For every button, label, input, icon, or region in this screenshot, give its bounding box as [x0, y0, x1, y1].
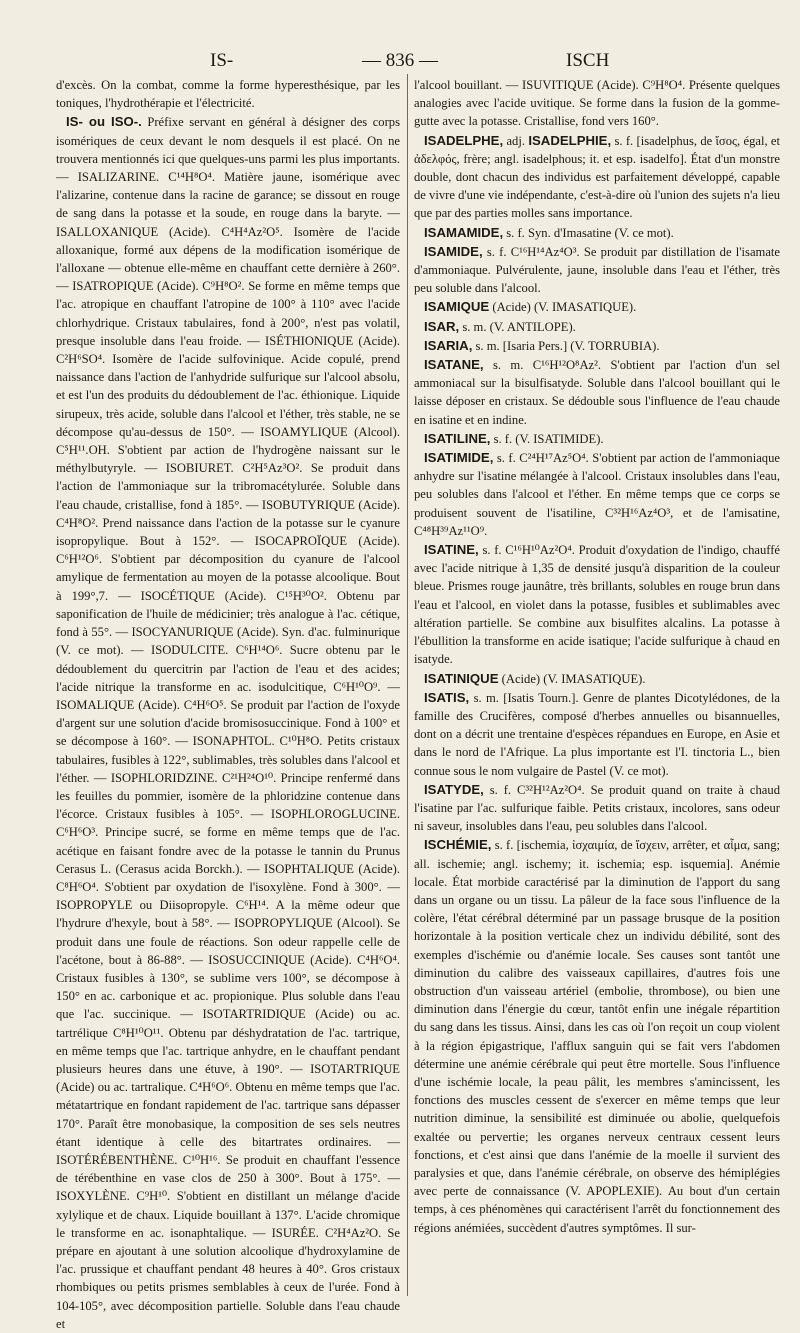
headword: ISCHÉMIE,	[424, 837, 492, 853]
entry-isatiline	[414, 430, 780, 448]
entry-text: s. f. C¹⁶H¹⁴Az⁴O³. Se produit par distillation de l'isamate d'ammoniaque. Pulvérulente, jaune, insoluble dans l'eau et l'éther, très peu soluble dans l'alcool.	[414, 244, 781, 296]
headword: IS- ou ISO-.	[66, 114, 142, 130]
entry-isatyde	[414, 781, 780, 836]
headword: ISATIMIDE,	[424, 450, 494, 466]
running-head-left: IS-	[210, 50, 234, 71]
headword: ISATANE,	[424, 357, 484, 373]
entry-text: s. f. [isadelphus, de ἴσος, égal, et ἀδελφός, frère; angl. isadelphous; it. et esp. isadelfo]. État d'un monstre double, dont chacun des individus est parfaitement développé, capable de vivre d'une vie indépendante, c'est-à-dire où l'union des sujets n'a lieu que par des parties molles sans importance.	[414, 133, 781, 221]
headword: ISATILINE,	[424, 430, 491, 446]
headword: ISADELPHIE,	[528, 132, 612, 148]
entry-text: (Acide) (V. IMASATIQUE).	[501, 671, 646, 686]
entry-text: s. f. Syn. d'Imasatine (V. ce mot).	[506, 225, 674, 240]
entry-text: s. m. (V. ANTILOPE).	[462, 319, 576, 334]
entry-isatimide	[414, 449, 780, 540]
headword: ISAR,	[424, 318, 460, 334]
entry-text: s. m. [Isaria Pers.] (V. TORRUBIA).	[475, 338, 660, 353]
entry-continuation	[414, 76, 780, 131]
entry-continuation	[56, 76, 400, 112]
headword: ISADELPHE,	[424, 132, 504, 148]
entry-text: s. f. [ischemia, ἰσχαιμία, de ἴσχειν, arrêter, et αἷμα, sang; all. ischemie; angl. ischemy; it. ischemia; esp. isquemia]. Anémie locale. État morbide caractérisé par la diminution de l'apport du sang dans un organe ou un tissu. La pâleur de la face sous l'influence de la colère, l'état cérébral déterminé par un passage brusque de la position horizontale à la position verticale chez un individu débilité, sont des exemples d'ischémie ou d'anémie locale. Ses causes sont tantôt une diminution du calibre des vaisseaux capillaires, d'autres fois une obstruction d'un vaisseau artériel (embolie, thrombose), ou bien une diminution dans l'énergie du cœur, tantôt enfin une inégale répartition du sang dans les tissus. Ainsi, dans les cas où l'on reçoit un coup violent à la région épigastrique, l'afflux sanguin qui se fait vers l'abdomen détermine une anémie cérébrale qui peut être mortelle. Sous l'influence d'une ischémie locale, la peau pâlit, les membres s'amincissent, les fonctions des muscles cessent de s'exercer en même temps que leur nutrition diminue, la sensibilité est diminuée ou abolie, quelquefois exaltée ou pervertie; les organes nerveux centraux cessent leurs fonctions, et c'est ainsi que dans l'anémie de la moelle il survient des paralysies et que, dans l'anémie cérébrale, on observe des hémiplégies avec perte de connaissance (V. APOPLEXIE). Au bout d'un certain temps, à ces phénomènes qui caractérisent l'arrêt du fonctionnement des régions anémiées, succèdent d'autres symptômes. Il sur-	[414, 838, 780, 1235]
headword: ISAMAMIDE,	[424, 224, 504, 240]
entry-isar	[414, 318, 780, 336]
entry-text: s. m. [Isatis Tourn.]. Genre de plantes Dicotylédones, de la famille des Crucifères, composé d'herbes annuelles ou bisannuelles, dont on a décrit une trentaine d'espèces répandues en Europe, en Asie et dans le nord de l'Afrique. La plus importante est l'I. tinctoria L., bien connue sous le nom vulgaire de Pastel (V. ce mot).	[414, 690, 780, 778]
entry-isatinique	[414, 670, 780, 688]
left-column	[56, 76, 400, 1331]
headword: ISARIA,	[424, 337, 473, 353]
entry-text: s. f. C³²H¹²Az²O⁴. Se produit quand on traite à chaud l'isatine par l'ac. sulfurique faible. Petits cristaux, incolores, sans odeur ni saveur, insolubles dans l'eau, peu solubles dans l'alcool.	[414, 782, 780, 834]
page-number: — 836 —	[362, 50, 438, 71]
right-column	[414, 76, 780, 1296]
entry-text: s. m. C¹⁶H¹²O⁸Az². S'obtient par l'action d'un sel ammoniacal sur la bisulfisatyde. Soluble dans l'alcool bouillant qui le laisse déposer en cristaux. Se dédouble sous l'influence de l'eau chaude en isatine et en indine.	[414, 358, 780, 427]
entry-text: l'alcool bouillant. — ISUVITIQUE (Acide). C⁹H⁸O⁴. Présente quelques analogies avec l'acide uvitique. Se forme dans la fusion de la gomme-gutte avec la potasse. Cristallise, fond vers 160°.	[414, 78, 780, 129]
headword: ISAMIQUE	[424, 299, 490, 315]
entry-isatine	[414, 541, 780, 668]
running-head-right: ISCH	[566, 50, 610, 71]
headword: ISATIS,	[424, 689, 470, 705]
entry-isatane	[414, 356, 780, 429]
entry-pos: adj.	[506, 133, 526, 148]
entry-text: s. f. C¹⁶H¹⁰Az²O⁴. Produit d'oxydation de l'indigo, chauffé avec l'acide nitrique à 1,35 de densité jusqu'à disparition de la couleur bleue. Prismes rouge jaunâtre, très brillants, solubles en rouge brun dans l'eau et l'alcool, en violet dans la potasse, fusibles et sublimables avec altération partielle. Se combine aux bisulfites alcalins. La potasse à l'ébullition la transforme en acide isatique; l'acide sulfurique à chaud en isatyde.	[414, 543, 781, 667]
headword: ISATINIQUE	[424, 670, 499, 686]
column-divider	[407, 74, 408, 1296]
entry-text: s. f. C²⁴H¹⁷Az⁵O⁴. S'obtient par action de l'ammoniaque anhydre sur l'isatine mélangée à l'alcool. Cristaux insolubles dans l'eau, peu solubles dans l'alcool et l'éther. En même temps que ce corps se produisent souvent de l'isatiline, C³²H¹⁶Az⁴O³, et de l'amisatine, C⁴⁸H³⁹Az¹¹O⁹.	[414, 451, 780, 538]
entry-text: (Acide) (V. IMASATIQUE).	[492, 300, 637, 315]
entry-isamide	[414, 243, 780, 298]
entry-ischemie	[414, 836, 780, 1236]
headword: ISAMIDE,	[424, 243, 483, 259]
entry-text: s. f. (V. ISATIMIDE).	[493, 431, 604, 446]
entry-isatis	[414, 689, 780, 780]
entry-text: Préfixe servant en général à désigner des corps isomériques de ceux devant le nom desquels il est placé. On ne trouvera mentionnés ici que quelques-uns parmi les plus importants. — ISALIZARINE. C¹⁴H⁸O⁴. Matière jaune, isomérique avec l'alizarine, contenue dans la racine de garance; se dissout en rouge de sang dans la potasse et la soude, en rouge dans la baryte. — ISALLOXANIQUE (Acide). C⁴H⁴Az²O⁵. Isomère de l'acide alloxanique, formé aux dépens de la modification isomérique de l'alloxane — obtenue elle-même en chauffant cette dernière à 260°. — ISATROPIQUE (Acide). C⁹H⁸O². Se forme en même temps que l'ac. atropique en chauffant l'atropine de 100° à 110° avec l'acide chlorhydrique. Cristaux tabulaires, fond à 200°, n'est pas volatil, presque insoluble dans l'eau froide. — ISÉTHIONIQUE (Acide). C²H⁶SO⁴. Isomère de l'acide sulfovinique. Acide copulé, prend naissance dans l'action de l'anhydride sulfurique sur l'alcool absolu, et est l'un des produits du dédoublement de l'ac. éthionique. Liquide sirupeux, très acide, soluble dans l'alcool et l'éther, très stable, ne se décompose qu'au-dessus de 150°. — ISOAMYLIQUE (Alcool). C⁵H¹¹.OH. S'obtient par action de l'hydrogène naissant sur le méthylbutyryle. — ISOBIURET. C²H⁵Az³O². Se produit dans l'action de l'ammoniaque sur la tribromacétylurée. Soluble dans l'eau chaude, cristallise, fond à 185°. — ISOBUTYRIQUE (Acide). C⁴H⁸O². Prend naissance dans l'action de la potasse sur le cyanure isopropylique. Bout à 152°. — ISOCAPROÏQUE (Acide). C⁶H¹²O⁶. S'obtient par décomposition du cyanure de l'alcool amylique de fermentation au moyen de la potasse alcoolique. Bout à 199°,7. — ISOCÉTIQUE (Acide). C¹⁵H³⁰O². Obtenu par saponification de l'huile de médicinier; très analogue à l'ac. cétique, fond à 55°. — ISOCYANURIQUE (Acide). Syn. d'ac. fulminurique (V. ce mot). — ISODULCITE. C⁶H¹⁴O⁶. Sucre obtenu par le dédoublement du quercitrin par l'action de l'eau et des acides; l'acide nitrique la transforme en ac. isodulcitique, C⁶H¹⁰O⁹. — ISOMALIQUE (Acide). C⁴H⁶O⁵. Se produit par l'action de l'oxyde d'argent sur une solution d'acide bromisosuccinique. Fond à 100° et se décompose à 160°. — ISONAPHTOL. C¹⁰H⁸O. Petits cristaux tabulaires, fusibles à 122°, sublimables, très solubles dans l'alcool et l'éther. — ISOPHLORIDZINE. C²¹H²⁴O¹⁰. Principe renfermé dans les feuilles du pommier, isomère de la phloridzine contenue dans l'écorce. Cristaux fusibles à 105°. — ISOPHLOROGLUCINE. C⁶H⁶O³. Principe sucré, se forme en même temps que de l'ac. acétique en faisant fondre avec de la potasse le tannin du Prunus Cerasus L. (Cerasus acida Borckh.). — ISOPHTALIQUE (Acide). C⁸H⁶O⁴. S'obtient par oxydation de l'isoxylène. Fond à 300°. — ISOPROPYLE ou Diisopropyle. C⁶H¹⁴. A la même odeur que l'hydrure d'hexyle, bout à 58°. — ISOPROPYLIQUE (Alcool). Se produit dans une foule de réactions. Son odeur rappelle celle de l'acétone, bout à 86-88°. — ISOSUCCINIQUE (Acide). C⁴H⁶O⁴. Cristaux fusibles à 130°, se sublime vers 100°, se décompose à 150° en ac. carbonique et ac. propionique. Plus soluble dans l'eau que l'ac. succinique. — ISOTARTRIDIQUE (Acide) ou ac. tartrélique C⁸H¹⁰O¹¹. Obtenu par déshydratation de l'ac. tartrique, en même temps que l'ac. tartrique anhydre, en le chauffant pendant plusieurs heures dans une étuve, à 190°. — ISOTARTRIQUE (Acide) ou ac. tartralique. C⁴H⁶O⁶. Obtenu en même temps que l'ac. métatartrique en fondant rapidement de l'ac. tartrique sans dépasser 170°. Paraît être monobasique, la composition de ses sels neutres étant identique à celle des bitartrates ordinaires. — ISOTÉRÉBENTHÈNE. C¹⁰H¹⁶. Se produit en chauffant l'essence de térébenthine en vase clos de 250 à 300°. Bout à 175°. — ISOXYLÈNE. C⁹H¹⁰. S'obtient en distillant un mélange d'acide xylylique et de chaux. Liquide bouillant à 137°. L'acide chromique le transforme en ac. isonaphtalique. — ISURÉE. C²H⁴Az²O. Se prépare en ajoutant à une solution alcoolique d'hydroxylamine de l'ac. prussique et chauffant pendant 48 heures à 40°. Gros cristaux rhombiques ou petits prismes semblables à ceux de l'urée. Fond à 104-105°, avec décomposition partielle. Soluble dans l'eau chaude et	[56, 115, 400, 1331]
entry-text: d'excès. On la combat, comme la forme hyperesthésique, par les toniques, l'hydrothérapie et l'électricité.	[56, 78, 400, 111]
headword: ISATYDE,	[424, 781, 484, 797]
headword: ISATINE,	[424, 542, 479, 558]
entry-isamique	[414, 298, 780, 316]
entry-isadelphe	[414, 132, 780, 223]
entry-is-iso	[56, 113, 400, 1333]
entry-isaria	[414, 337, 780, 355]
entry-isamamide	[414, 224, 780, 242]
